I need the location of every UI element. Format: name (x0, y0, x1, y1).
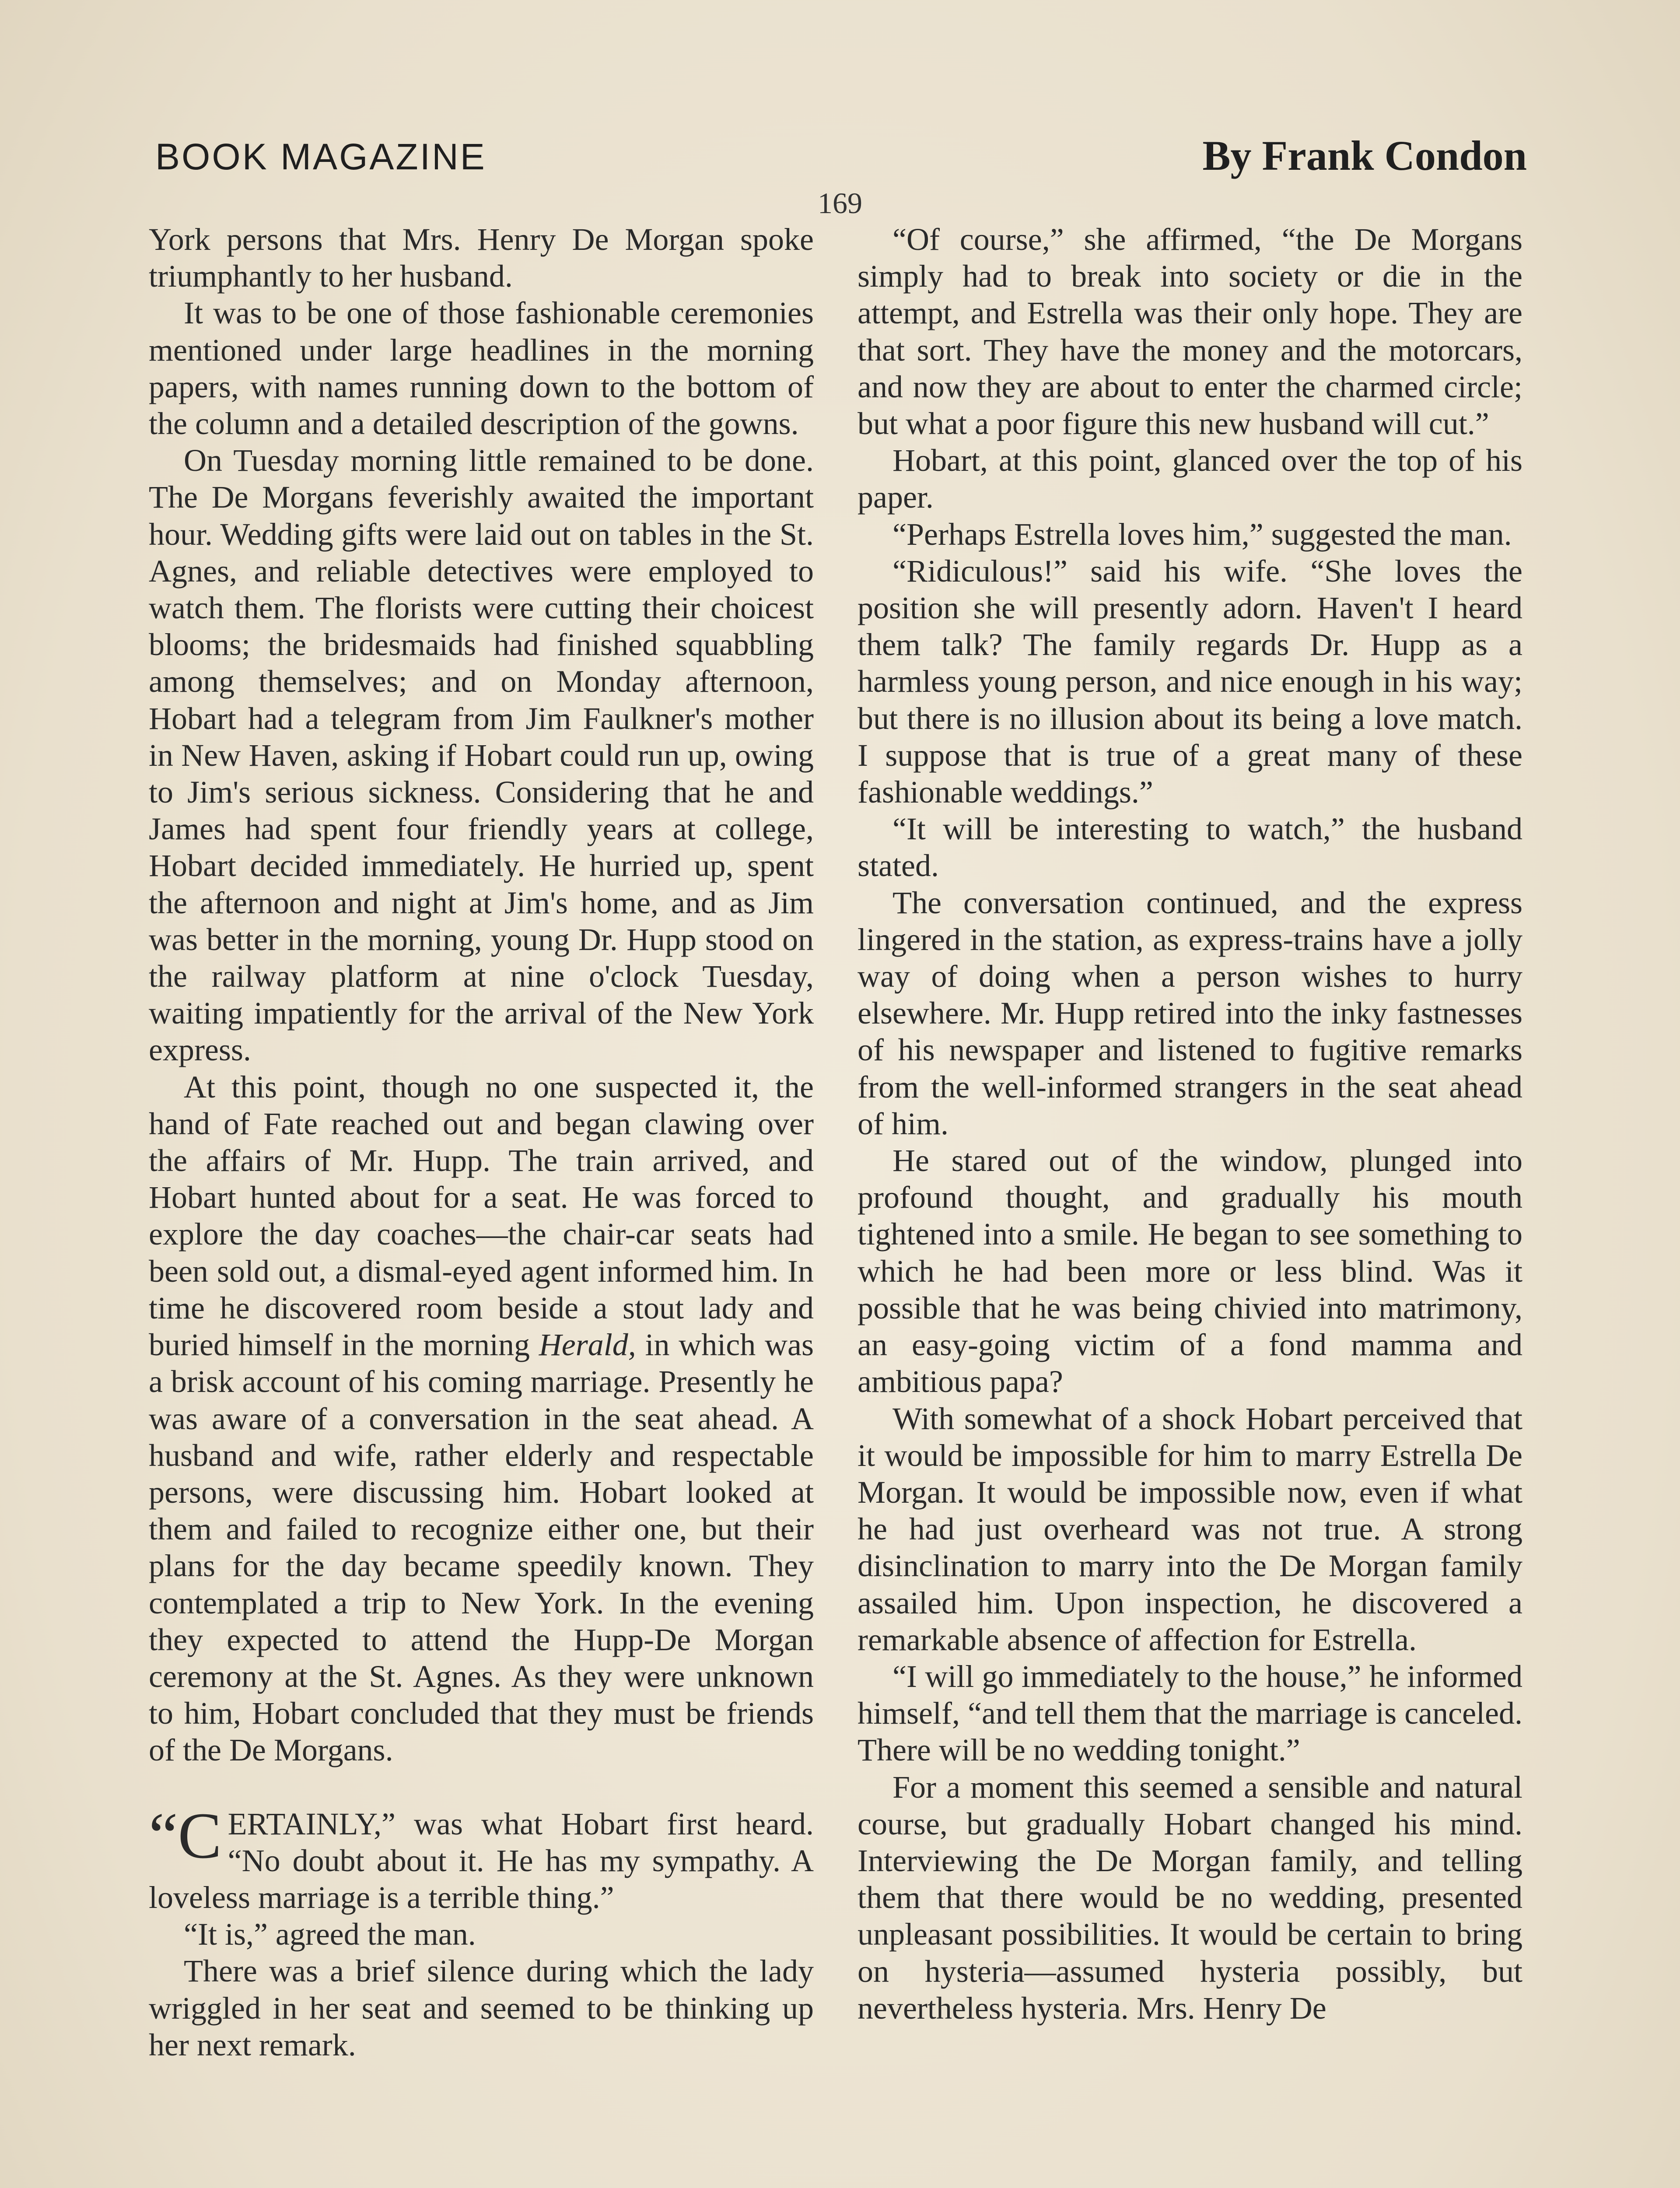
paragraph: “Of course,” she affirmed, “the De Morgans simply had to break into society or die in the attempt, and Estrella was their only hope. They are that sort. They have the money and the motorcars, and now they are about to enter the charmed circle; but what a poor figure this new husband will cut.” (858, 222, 1522, 442)
paragraph: “It is,” agreed the man. (184, 1917, 476, 1952)
paragraph: “Ridiculous!” said his wife. “She loves the position she will presently adorn. Haven't I heard them talk? The family regards Dr. Hupp as a harmless young person, and nice enough in his way; but there is no illusion about its being a love match. I suppose that is true of a great many of these fashionable weddings.” (858, 553, 1522, 810)
paragraph: “It will be interesting to watch,” the husband stated. (858, 811, 1522, 884)
paragraph: “Perhaps Estrella loves him,” suggested the man. (892, 516, 1512, 552)
paragraph: For a moment this seemed a sensible and natural course, but gradually Hobart changed his mind. Interviewing the De Morgan family, and telling them that there would be no wedding, presented unpleasant possibilities. It would be certain to bring on hysteria—assumed hysteria possibly, but nevertheless hysteria. Mrs. Henry De (858, 1769, 1522, 2026)
running-title: BOOK MAGAZINE (155, 136, 486, 177)
page-number: 169 (818, 186, 862, 220)
drop-cap-quote: “ (149, 1799, 178, 1872)
section-opening-paragraph (149, 1799, 814, 1916)
right-column (858, 221, 1522, 2027)
paragraph: With somewhat of a shock Hobart perceived that it would be impossible for him to marry Estrella De Morgan. It would be impossible now, even if what he had just overheard was not true. A strong disinclination to marry into the De Morgan family assailed him. Upon inspection, he discovered a remarkable absence of affection for Estrella. (858, 1401, 1522, 1657)
drop-cap-letter: C (178, 1799, 222, 1872)
drop-cap (149, 1799, 222, 1872)
paragraph: It was to be one of those fashionable ceremonies mentioned under large headlines in the morning papers, with names running down to the bottom of the column and a detailed description of the gowns. (149, 295, 814, 442)
page-header (155, 131, 1527, 188)
paragraph: He stared out of the window, plunged into profound thought, and gradually his mouth tightened into a smile. He began to see something to which he had been more or less blind. Was it possible that he was being chivied into matrimony, an easy-going victim of a fond mamma and ambitious papa? (858, 1143, 1522, 1399)
paragraph: The conversation continued, and the express lingered in the station, as express-trains have a jolly way of doing when a person wishes to hurry elsewhere. Mr. Hupp retired into the inky fastnesses of his newspaper and listened to fugitive remarks from the well-informed strangers in the seat ahead of him. (858, 885, 1522, 1141)
paragraph: Hobart, at this point, glanced over the top of his paper. (858, 443, 1522, 515)
paragraph-text: At this point, though no one suspected it, the hand of Fate reached out and began clawing over the affairs of Mr. Hupp. The train arrived, and Hobart hunted about for a seat. He was forced to explore the day coaches—the chair-car seats had been sold out, a dismal-eyed agent informed him. In time he discovered room beside a stout lady and buried himself in the morning (149, 1069, 814, 1363)
paragraph: There was a brief silence during which the lady wriggled in her seat and seemed to be thinking up her next remark. (149, 1953, 814, 2062)
author-byline: By Frank Condon (1202, 132, 1527, 179)
paragraph (149, 1069, 814, 1769)
left-column (149, 221, 814, 2063)
paragraph: On Tuesday morning little remained to be done. The De Morgans feverishly awaited the important hour. Wedding gifts were laid out on tables in the St. Agnes, and reliable detectives were employed to watch them. The florists were cutting their choicest blooms; the bridesmaids had finished squabbling among themselves; and on Monday afternoon, Hobart had a telegram from Jim Faulkner's mother in New Haven, asking if Hobart could run up, owing to Jim's serious sickness. Considering that he and James had spent four friendly years at college, Hobart decided immediately. He hurried up, spent the afternoon and night at Jim's home, and as Jim was better in the morning, young Dr. Hupp stood on the railway platform at nine o'clock Tuesday, waiting impatiently for the arrival of the New York express. (149, 443, 814, 1068)
paragraph: York persons that Mrs. Henry De Morgan spoke triumphantly to her husband. (149, 222, 814, 294)
newspaper-title: Herald, (539, 1327, 636, 1363)
paragraph: “I will go immediately to the house,” he informed himself, “and tell them that the marriage is canceled. There will be no wedding tonight.” (858, 1659, 1522, 1768)
paragraph-text: in which was a brisk account of his coming marriage. Presently he was aware of a conversation in the seat ahead. A husband and wife, rather elderly and respectable persons, were discussing him. Hobart looked at them and failed to recognize either one, but their plans for the day became speedily known. They contemplated a trip to New York. In the evening they expected to attend the Hupp-De Morgan ceremony at the St. Agnes. As they were unknown to him, Hobart concluded that they must be friends of the De Morgans. (149, 1327, 814, 1768)
paragraph-text: ERTAINLY,” was what Hobart first heard. “No doubt about it. He has my sympathy. A loveless marriage is a terrible thing.” (149, 1806, 814, 1915)
